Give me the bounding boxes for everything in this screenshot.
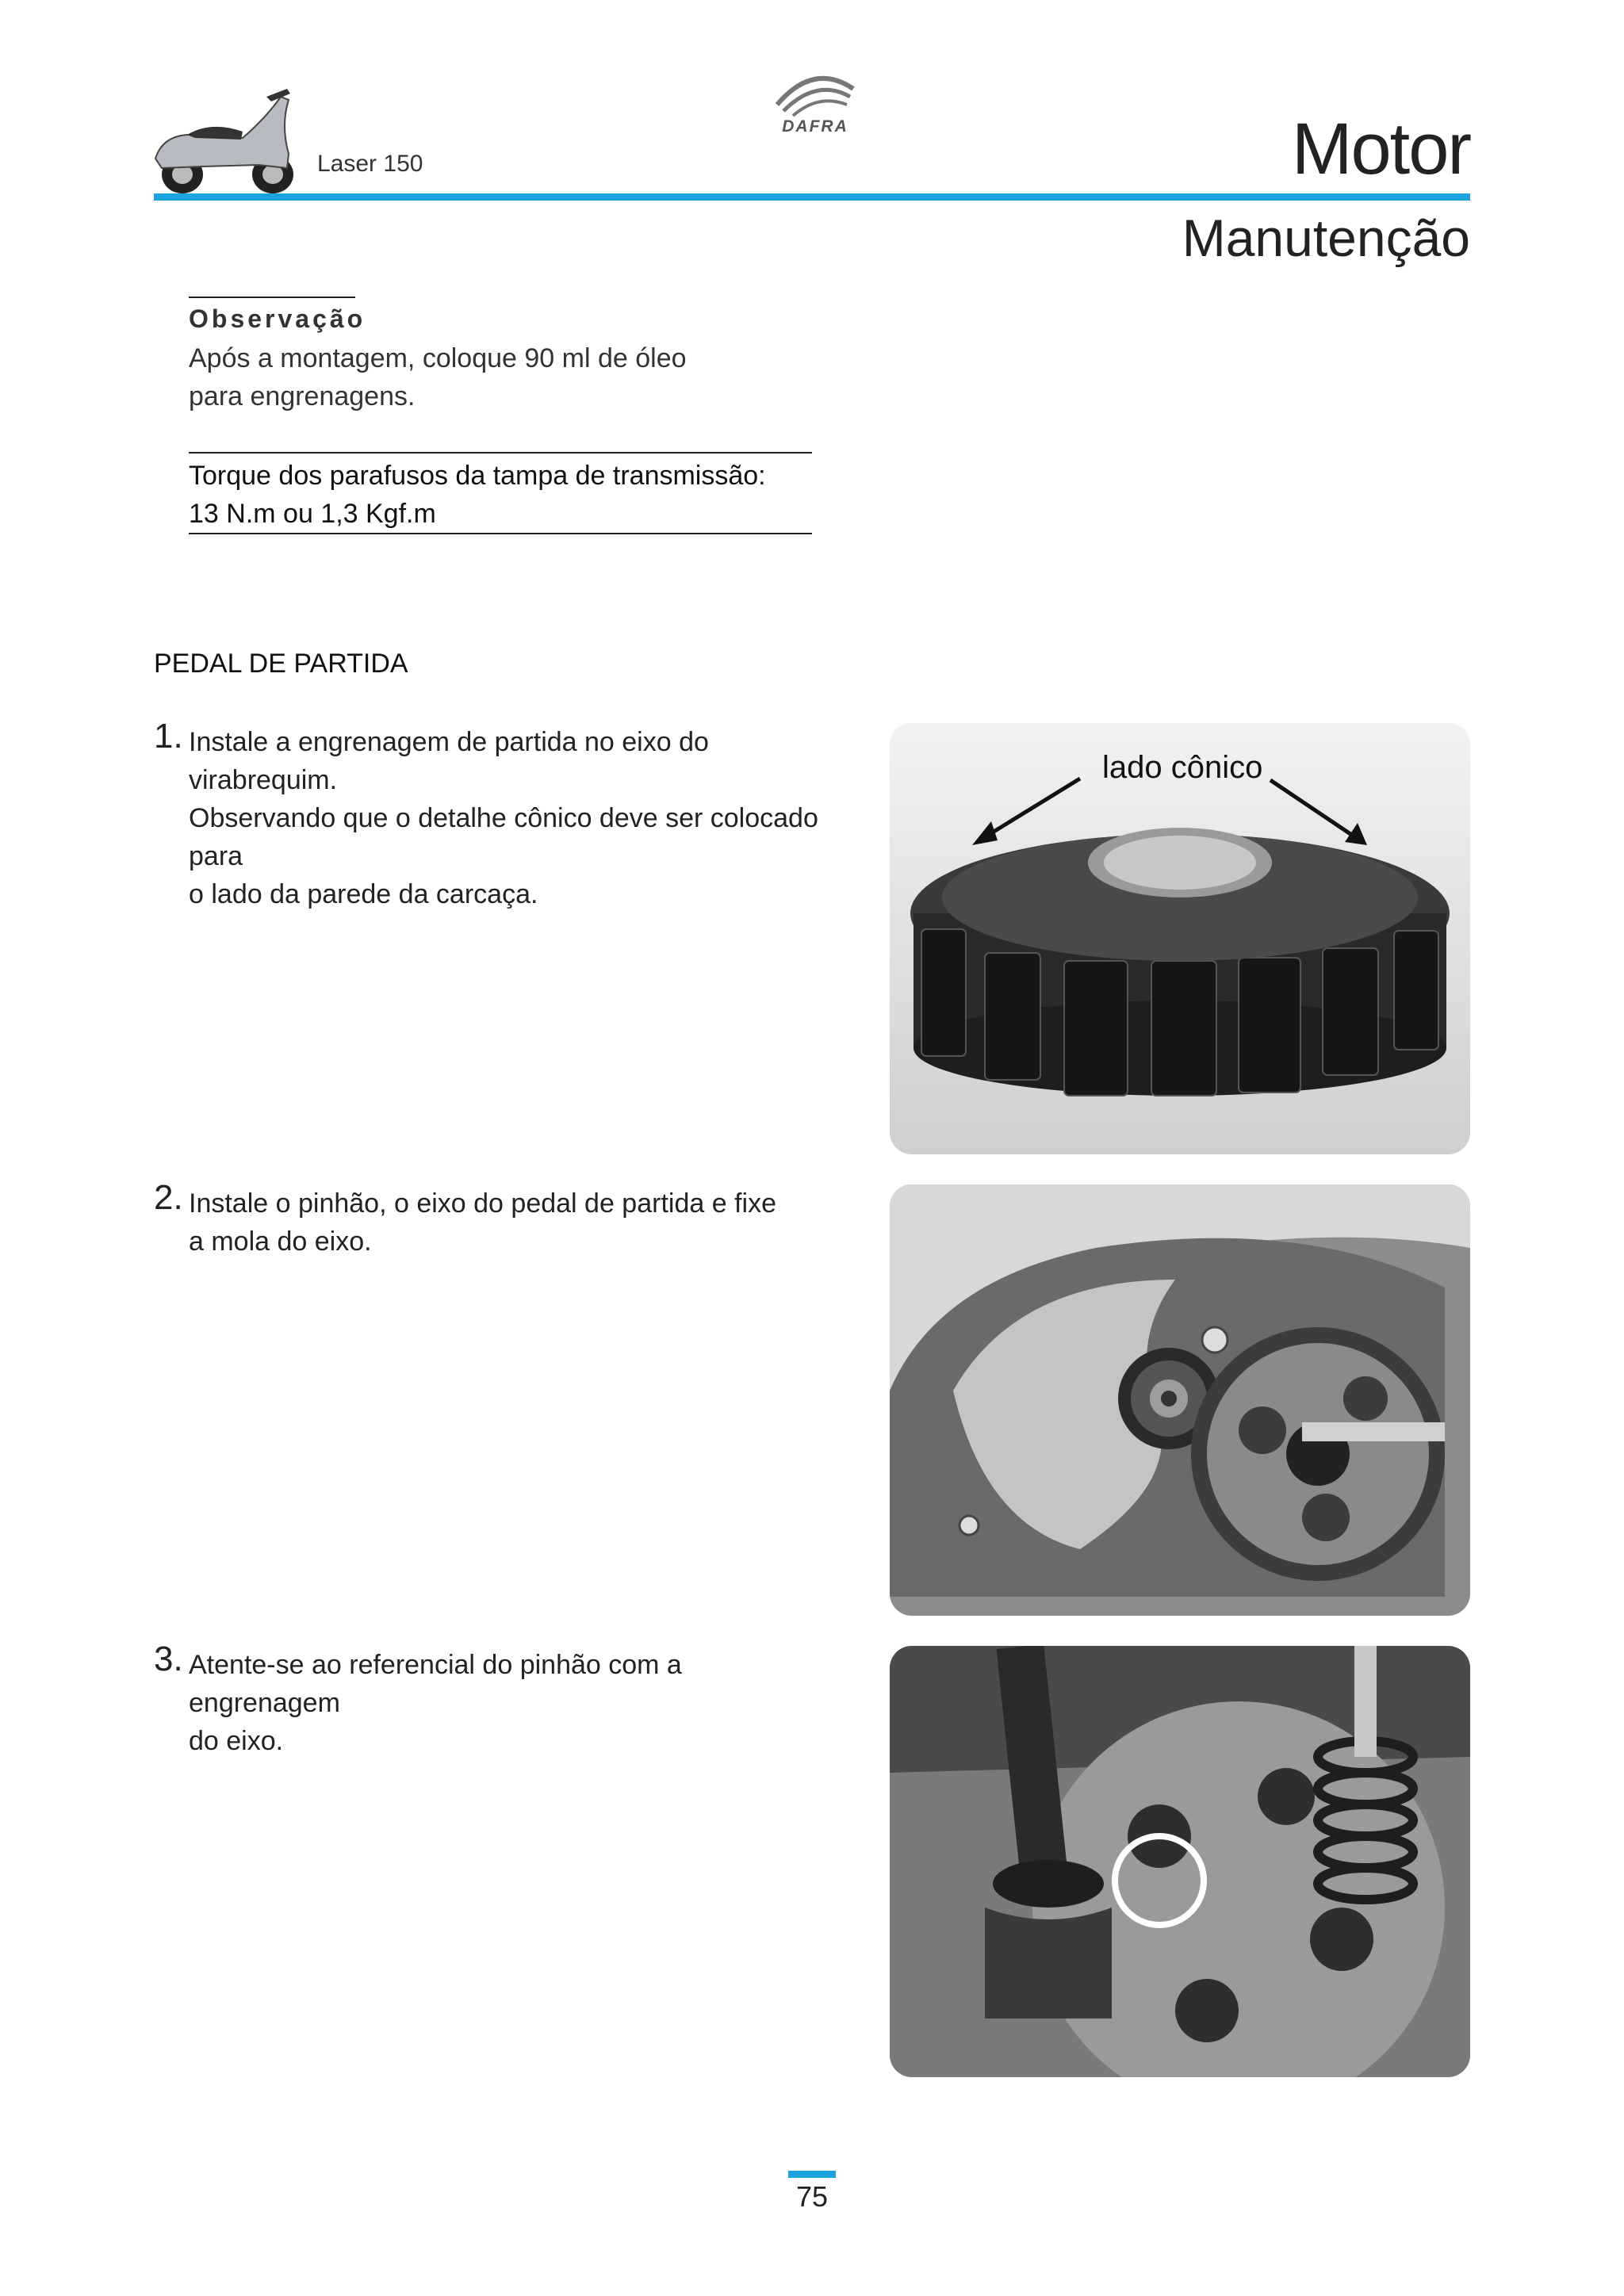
torque-spec	[189, 457, 812, 533]
page-number-bar	[788, 2171, 836, 2178]
step-line: a mola do eixo.	[189, 1226, 372, 1257]
torque-line: 13 N.m ou 1,3 Kgf.m	[189, 499, 436, 529]
transmission-assembly-photo	[890, 1184, 1470, 1616]
gear-photo	[890, 723, 1470, 1154]
note-line: para engrenagens.	[189, 381, 416, 411]
step-line: Instale a engrenagem de partida no eixo do virabrequim.	[189, 727, 709, 795]
page-number: 75	[795, 2180, 829, 2213]
step-text	[189, 723, 839, 913]
section-heading: PEDAL DE PARTIDA	[154, 649, 408, 679]
step-line: do eixo.	[189, 1726, 284, 1756]
torque-line: Torque dos parafusos da tampa de transmissão:	[189, 461, 766, 491]
step-line: Atente-se ao referencial do pinhão com a engrenagem	[189, 1650, 682, 1718]
step-text	[189, 1646, 839, 1760]
header-rule	[154, 193, 1470, 201]
dafra-logo-text: DAFRA	[782, 117, 848, 136]
note-title: Observação	[189, 304, 366, 333]
torque-divider-top	[189, 452, 812, 453]
step-line: Observando que o detalhe cônico deve ser colocado para	[189, 803, 818, 871]
model-name: Laser 150	[317, 151, 423, 177]
step-number: 2.	[154, 1178, 183, 1217]
step-number: 3.	[154, 1640, 183, 1678]
step-text	[189, 1184, 839, 1261]
note-line: Após a montagem, coloque 90 ml de óleo	[189, 343, 687, 373]
step-line: o lado da parede da carcaça.	[189, 879, 538, 909]
pinion-alignment-photo	[890, 1646, 1470, 2077]
note-divider	[189, 297, 355, 298]
conical-side-label: lado cônico	[1102, 750, 1263, 785]
torque-divider-bottom	[189, 533, 812, 534]
step-number: 1.	[154, 717, 183, 756]
scooter-icon	[147, 86, 306, 197]
section-title: Motor	[1291, 109, 1470, 189]
note-text	[189, 339, 744, 415]
subsection-title: Manutenção	[1182, 209, 1470, 267]
step-line: Instale o pinhão, o eixo do pedal de partida e fixe	[189, 1188, 776, 1219]
